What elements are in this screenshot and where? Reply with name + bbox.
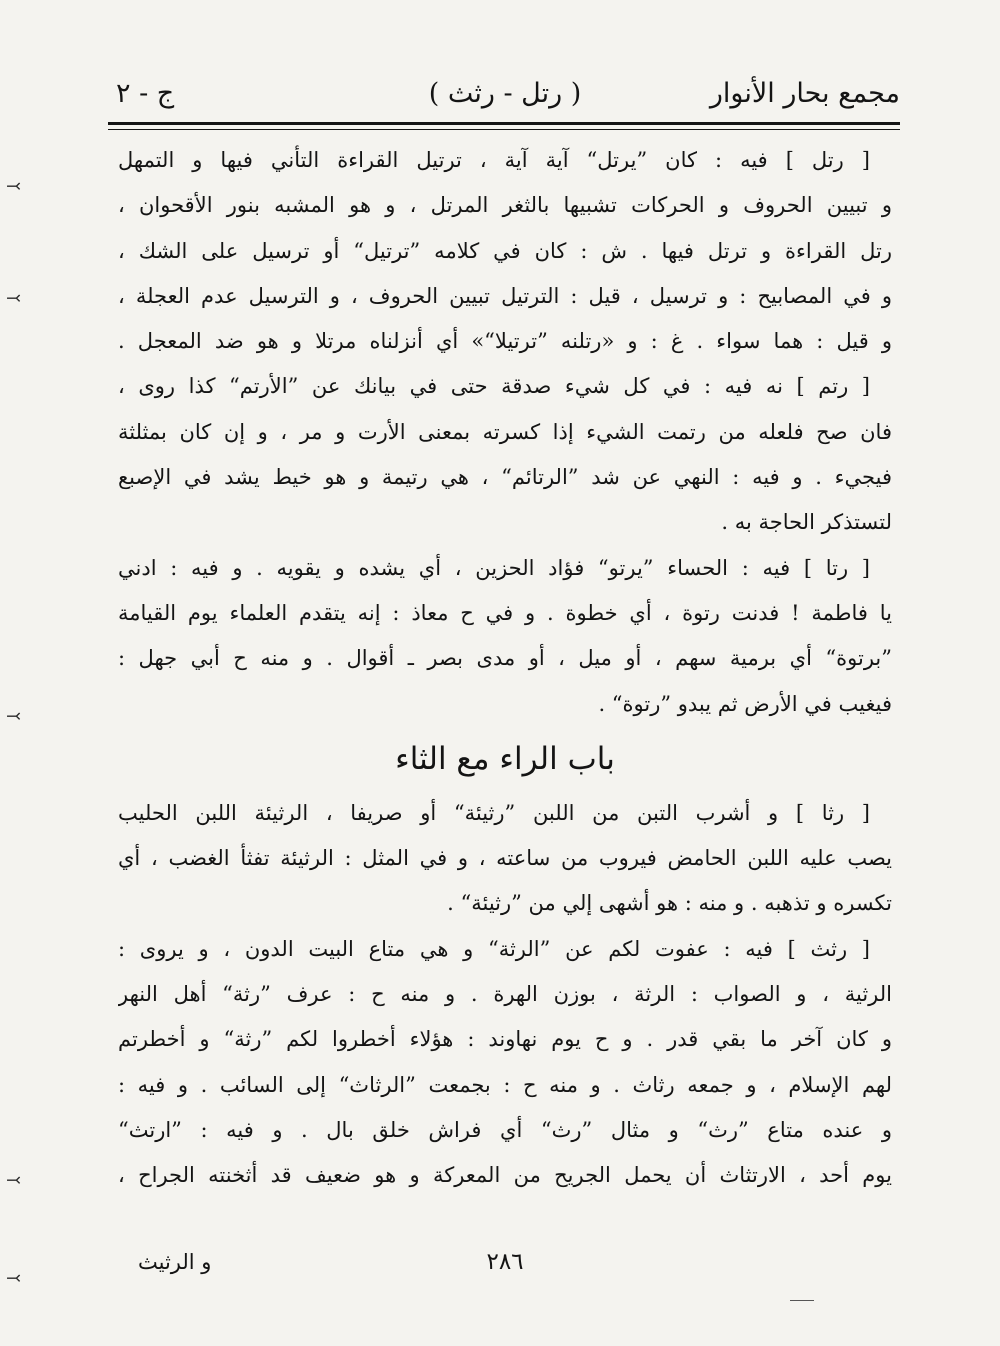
- text-line: فان صح فلعله من رتمت الشيء إذا كسرته بمعنى الأرت و مر ، و إن كان بمثلثة: [118, 419, 892, 444]
- running-header: [110, 70, 900, 126]
- binding-mark-icon: ⤙: [6, 1268, 22, 1289]
- text-line: [ رثث ] فيه : عفوت لكم عن ”الرثة“ و هي متاع البيت الدون ، و يروى :: [118, 936, 870, 961]
- binding-mark-icon: ⤙: [6, 706, 22, 727]
- bottom-dash: [790, 1300, 814, 1301]
- text-line: فيغيب في الأرض ثم يبدو ”رتوة“ .: [598, 691, 892, 716]
- text-line: [ رتا ] فيه : الحساء ”يرتو“ فؤاد الحزين ، أي يشده و يقويه . و فيه : ادني: [118, 555, 870, 580]
- text-line: لهم الإسلام ، و جمعه رثاث . و منه ح : بجمعت ”الرثاث“ إلى السائب . و فيه :: [118, 1072, 892, 1097]
- binding-mark-icon: ⤙: [6, 176, 22, 197]
- text-line: و تبيين الحروف و الحركات تشبيها بالثغر المرتل ، و هو المشبه بنور الأقحوان ،: [118, 193, 892, 218]
- page-number: ٢٨٦: [486, 1249, 524, 1275]
- text-line: يصب عليه اللبن الحامض فيروب من ساعته ، و في المثل : الرثيئة تفثأ الغضب ، أي: [118, 846, 892, 871]
- text-line: ”برتوة“ أي برمية سهم ، أو ميل ، أو مدى بصر ـ أقوال . و منه ح أبي جهل :: [118, 646, 892, 671]
- text-line: لتستذكر الحاجة به .: [721, 510, 892, 535]
- text-line: [ رتم ] نه فيه : في كل شيء صدقة حتى في بيانك عن ”الأرتم“ كذا روى ،: [118, 374, 870, 399]
- text-line: يا فاطمة ! فدنت رتوة ، أي خطوة . و في ح معاذ : إنه يتقدم العلماء يوم القيامة: [118, 600, 892, 625]
- book-title: مجمع بحار الأنوار: [709, 78, 900, 109]
- page-footer: [110, 1244, 900, 1284]
- text-line: رتل القراءة و ترتل فيها . ش : كان في كلامه ”ترتيل“ أو ترسيل على الشك ،: [118, 238, 892, 263]
- text-line: [ رتل ] فيه : كان ”يرتل“ آية آية ، ترتيل القراءة التأني فيها و التمهل: [118, 148, 870, 172]
- binding-mark-icon: ⤙: [6, 288, 22, 309]
- binding-mark-icon: ⤙: [6, 1170, 22, 1191]
- header-rule-thick: [108, 122, 900, 125]
- section-heading: باب الراء مع الثاء: [395, 740, 615, 777]
- header-rule-thin: [108, 129, 900, 130]
- text-line: الرثية ، و الصواب : الرثة ، بوزن الهرة . و منه ح : عرف ”رثة“ أهل النهر: [118, 982, 892, 1007]
- text-line: و كان آخر ما بقي قدر . و ح يوم نهاوند : هؤلاء أخطروا لكم ”رثة“ و أخطرتم: [118, 1027, 892, 1052]
- text-line: و قيل : هما سواء . غ : و «رتلنه ”ترتيلا“» أي أنزلناه مرتلا و هو ضد المعجل .: [118, 329, 892, 354]
- text-line: [ رثا ] و أشرب التبن من اللبن ”رثيئة“ أو صريفا ، الرثيئة اللبن الحليب: [118, 800, 870, 825]
- text-line: يوم أحد ، الارتثاث أن يحمل الجريح من المعركة و هو ضعيف قد أثخنته الجراح ،: [118, 1163, 892, 1188]
- catchword: و الرثيث: [138, 1250, 212, 1274]
- text-line: و في المصابيح : و ترسيل ، قيل : الترتيل تبيين الحروف ، و الترسيل عدم العجلة ،: [118, 283, 892, 308]
- volume-label: ج - ٢: [116, 78, 175, 109]
- text-line: تكسره و تذهبه . و منه : هو أشهى إلي من ”رثيئة“ .: [447, 891, 892, 916]
- page-body: [118, 138, 892, 1199]
- text-line: فيجيء . و فيه : النهي عن شد ”الرتائم“ ، هي رتيمة و هو خيط يشد في الإصبع: [118, 465, 892, 490]
- text-line: و عنده متاع ”رث“ و مثال ”رث“ أي فراش خلق بال . و فيه : ”ارتث“: [118, 1117, 892, 1142]
- page-topic: ( رتل - رثث ): [428, 78, 582, 109]
